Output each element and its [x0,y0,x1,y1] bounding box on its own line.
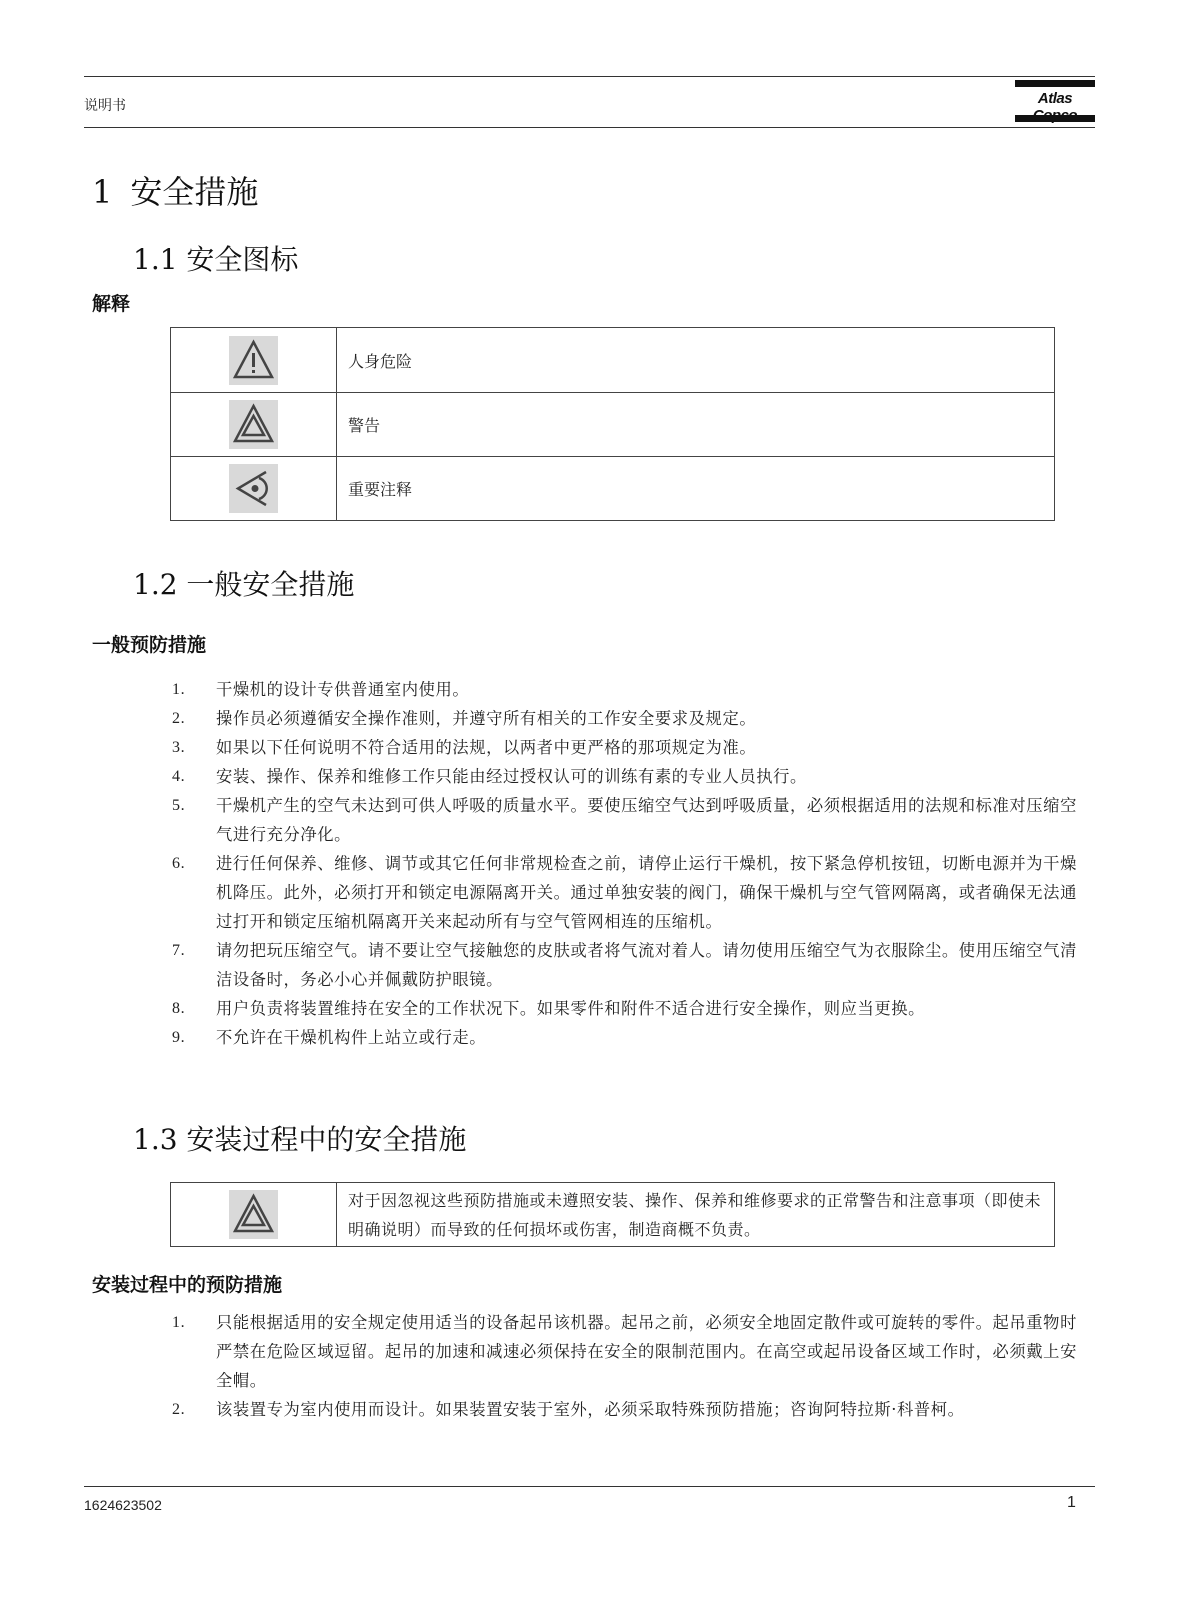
warning-triangle-icon [229,400,278,449]
list-item [170,675,1090,704]
notice-text: 对于因忽视这些预防措施或未遵照安装、操作、保养和维修要求的正常警告和注意事项（即使未明确说明）而导致的任何损坏或伤害，制造商概不负责。 [337,1183,1055,1247]
section-1-1-subheading: 解释 [92,293,131,315]
list-item [170,791,1090,849]
item-text: 如果以下任何说明不符合适用的法规，以两者中更严格的那项规定为准。 [216,738,757,757]
symbol-row [171,457,1055,521]
logo-bar-bottom [1015,115,1095,122]
item-number: 6. [172,855,186,872]
item-text: 干燥机的设计专供普通室内使用。 [216,680,470,699]
eye-note-icon [229,464,278,513]
list-item [170,704,1090,733]
item-number: 2. [172,1401,186,1418]
warning-triangle-icon [229,1190,278,1239]
chapter-number: 1 [92,173,113,211]
symbol-label: 警告 [337,393,1055,457]
symbol-row [171,393,1055,457]
logo-text: Atlas [1037,90,1073,107]
item-number: 8. [172,1000,186,1017]
logo-bar-top [1015,80,1095,87]
chapter-title: 安全措施 [130,173,259,211]
item-number: 7. [172,942,186,959]
footer-page-number: 1 [1067,1494,1076,1511]
symbol-icon-cell [171,328,337,393]
symbol-table [170,327,1055,521]
symbol-label: 重要注释 [337,457,1055,521]
item-text: 进行任何保养、维修、调节或其它任何非常规检查之前，请停止运行干燥机，按下紧急停机按钮，切断电源并为干燥机降压。此外，必须打开和锁定电源隔离开关。通过单独安装的阀门，确保干燥机与空气管网隔离，或者确保无法通过打开和锁定压缩机隔离开关来起动所有与空气管网相连的压缩机。 [216,854,1077,931]
item-number: 5. [172,797,186,814]
symbol-icon-cell [171,393,337,457]
item-text: 请勿把玩压缩空气。请不要让空气接触您的皮肤或者将气流对着人。请勿使用压缩空气为衣服除尘。使用压缩空气清洁设备时，务必小心并佩戴防护眼镜。 [216,941,1077,989]
list-item [170,1395,1090,1424]
list-item [170,994,1090,1023]
item-text: 不允许在干燥机构件上站立或行走。 [216,1028,487,1047]
list-item [170,1023,1090,1052]
installation-precautions-list [170,1308,1090,1424]
section-1-2-subheading: 一般预防措施 [92,634,207,656]
header-doc-title: 说明书 [84,98,126,114]
item-number: 4. [172,768,186,785]
item-number: 1. [172,1314,186,1331]
item-text: 只能根据适用的安全规定使用适当的设备起吊该机器。起吊之前，必须安全地固定散件或可旋转的零件。起吊重物时严禁在危险区域逗留。起吊的加速和减速必须保持在安全的限制范围内。在高空或起吊设备区域工作时，必须戴上安全帽。 [216,1313,1077,1390]
item-number: 1. [172,681,186,698]
item-number: 9. [172,1029,186,1046]
notice-row [171,1183,1055,1247]
list-item [170,849,1090,936]
section-1-2-title: 1.2 一般安全措施 [133,568,355,601]
section-1-3-title: 1.3 安装过程中的安全措施 [133,1123,467,1156]
item-text: 操作员必须遵循安全操作准则，并遵守所有相关的工作安全要求及规定。 [216,709,757,728]
item-text: 该装置专为室内使用而设计。如果装置安装于室外，必须采取特殊预防措施；咨询阿特拉斯·科普柯。 [216,1400,965,1419]
section-1-1-title: 1.1 安全图标 [133,243,299,276]
chapter-heading [92,167,258,213]
notice-table [170,1182,1055,1247]
item-text: 干燥机产生的空气未达到可供人呼吸的质量水平。要使压缩空气达到呼吸质量，必须根据适用的法规和标准对压缩空气进行充分净化。 [216,796,1077,844]
item-text: 安装、操作、保养和维修工作只能由经过授权认可的训练有素的专业人员执行。 [216,767,807,786]
header-rule-bottom [84,127,1095,128]
notice-icon-cell [171,1183,337,1247]
symbol-label: 人身危险 [337,328,1055,393]
list-item [170,936,1090,994]
danger-triangle-icon [229,336,278,385]
section-1-3-subheading: 安装过程中的预防措施 [92,1274,283,1296]
item-text: 用户负责将装置维持在安全的工作状况下。如果零件和附件不适合进行安全操作，则应当更换。 [216,999,926,1018]
general-precautions-list [170,675,1090,1052]
item-number: 2. [172,710,186,727]
symbol-row [171,328,1055,393]
list-item [170,1308,1090,1395]
list-item [170,762,1090,791]
footer-doc-number: 1624623502 [84,1497,162,1513]
footer-rule [84,1486,1095,1487]
item-number: 3. [172,739,186,756]
list-item [170,733,1090,762]
atlas-copco-logo [1015,80,1095,123]
header-rule-top [84,76,1095,77]
symbol-icon-cell [171,457,337,521]
